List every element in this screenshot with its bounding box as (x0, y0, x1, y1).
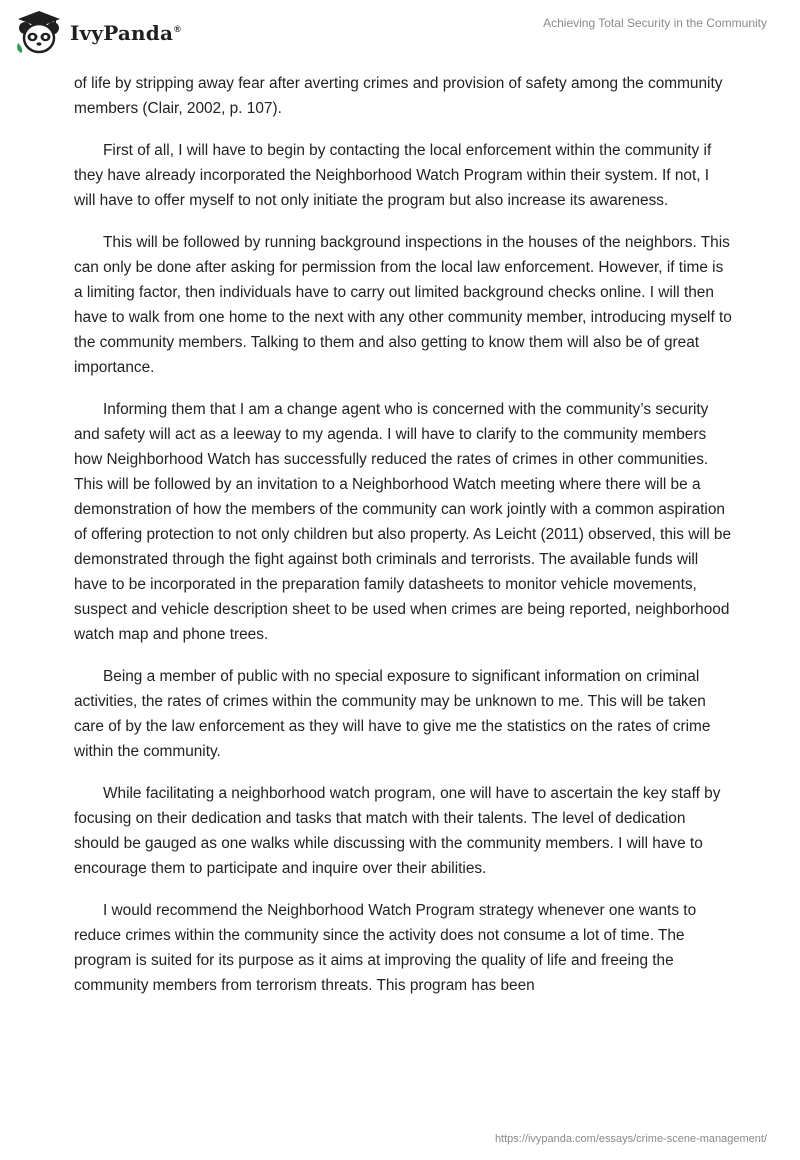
brand-name: IvyPanda® (70, 21, 181, 45)
paragraph: of life by stripping away fear after averting crimes and provision of safety among the community members (Clair, 2002, p. 107). (74, 75, 723, 117)
source-url[interactable]: https://ivypanda.com/essays/crime-scene-management/ (494, 1133, 767, 1145)
brand-logo[interactable] (14, 9, 181, 55)
paragraph: First of all, I will have to begin by contacting the local enforcement within the community if they have already incorporated the Neighborhood Watch Program within their system. If not, I will have to offer myself to not only initiate the program but also increase its awareness. (74, 142, 712, 209)
paragraph: Being a member of public with no special exposure to significant information on criminal activities, the rates of crimes within the community may be unknown to me. This will be taken care of by the law enforcement as they will have to give me the statistics on the rates of crime within the community. (74, 668, 711, 760)
page-header (0, 0, 800, 64)
registered-mark: ® (174, 24, 181, 35)
paragraph: I would recommend the Neighborhood Watch Program strategy whenever one wants to reduce crimes within the community since the activity does not consume a lot of time. The program is suited for its purpose as it aims at improving the quality of life and freeing the community members from terrorism threats. This program has been (74, 902, 697, 994)
document-title: Achieving Total Security in the Community (543, 16, 767, 30)
paragraph: While facilitating a neighborhood watch program, one will have to ascertain the key staff by focusing on their dedication and tasks that match with their talents. The level of dedication should be gauged as one walks while discussing with the community members. I will have to encourage them to participate and inquire over their abilities. (74, 785, 721, 877)
paragraph: This will be followed by running background inspections in the houses of the neighbors. This can only be done after asking for permission from the local law enforcement. However, if time is a limiting factor, then individuals have to carry out limited background checks online. I will then have to walk from one home to the next with any other community member, introducing myself to the community members. Talking to them and also getting to know them will also be of great importance. (74, 234, 732, 376)
paragraph: Informing them that I am a change agent who is concerned with the community’s security and safety will act as a leeway to my agenda. I will have to clarify to the community members how Neighborhood Watch has successfully reduced the rates of crimes in other communities. This will be followed by an invitation to a Neighborhood Watch meeting where there will be a demonstration of how the members of the community can work jointly with a common aspiration of offering protection to not only children but also property. As Leicht (2011) observed, this will be demonstrated through the fight against both criminals and terrorists. The available funds will have to be incorporated in the preparation family datasheets to monitor vehicle movements, suspect and vehicle description sheet to be used when crimes are being reported, neighborhood watch map and phone trees. (74, 401, 732, 643)
panda-graduate-icon (14, 9, 64, 55)
essay-body (74, 71, 734, 1015)
